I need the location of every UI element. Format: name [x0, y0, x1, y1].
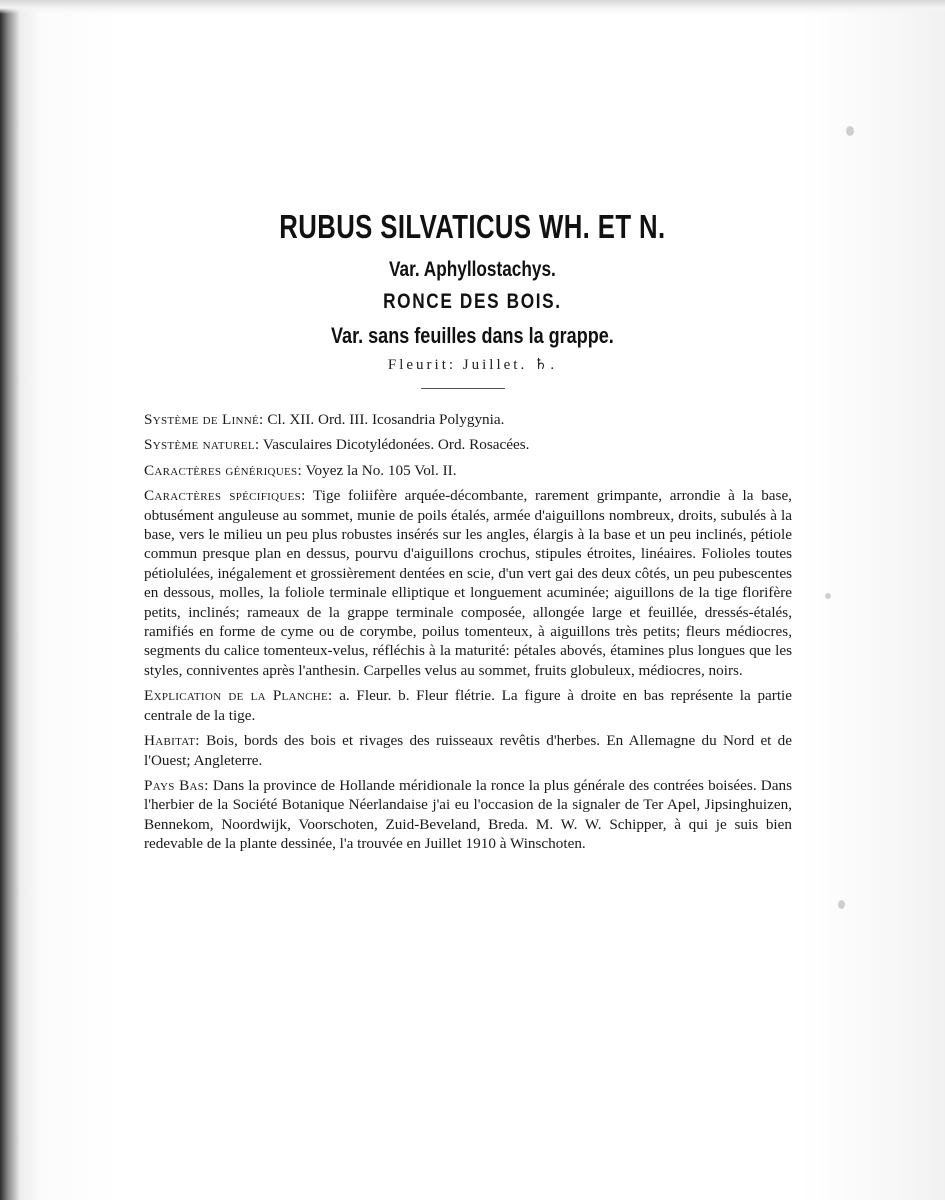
section-specifiques: [144, 486, 792, 680]
section-text: Vasculaires Dicotylédonées. Ord. Rosacées.: [262, 436, 530, 454]
section-label: Caractères spécifiques:: [144, 487, 306, 505]
section-pays-bas: [144, 776, 792, 854]
section-label: Caractères génériques:: [144, 461, 302, 479]
section-planche: [144, 686, 792, 725]
section-label: Explication de la Planche:: [144, 687, 333, 705]
paper-speck: [825, 593, 831, 599]
section-text: Dans la province de Hollande méridionale la ronce la plus générale des contrées boisées. Dans l'herbier de la Société Botanique Néerlandaise j'ai eu l'occasion de la signaler de Ter Apel, Jipsinghuizen, Bennekom, Noordwijk, Voorschoten, Zuid-Beveland, Breda. M. W. W. Schipper, à qui je suis bien redevable de la plante dessinée, l'a trouvée en Juillet 1910 à Winschoten.: [144, 776, 792, 853]
paper-speck: [838, 900, 845, 909]
section-text: Cl. XII. Ord. III. Icosandria Polygynia.: [267, 411, 505, 428]
section-label: Habitat:: [144, 732, 200, 750]
scan-edge-shadow: [0, 0, 945, 14]
section-text: a. Fleur. b. Fleur flétrie. La figure à droite en bas représente la partie centrale de la tige.: [144, 687, 793, 724]
section-text: Voyez la No. 105 Vol. II.: [305, 461, 457, 479]
variety-latin: Var. Aphyllostachys.: [388, 258, 556, 281]
variety-french: Var. sans feuilles dans la grappe.: [331, 323, 614, 348]
french-name: RONCE DES BOIS.: [383, 290, 562, 313]
section-text: Tige foliifère arquée-décombante, rarement grimpante, arrondie à la base, obtusément anguleuse au sommet, munie de poils étalés, armée d'aiguillons nombreux, droits, subulés à la base, vers le milieu un peu plus robustes insérés sur les angles, élargis à la base et un peu inclinés, pétiole commun presque plan en dessus, pourvu d'aiguillons crochus, stipules étroites, linéaires. Folioles toutes pétiolulées, inégalement et grossièrement dentées en scie, d'un vert gai des deux côtés, un peu pubescentes en dessous, molles, la foliole terminale elliptique et longuement acuminée; aiguillons de la tige florifère petits, inclinés; rameaux de la grappe terminale composée, allongée large et feuillée, dressés-étalés, ramifiés en forme de cyme ou de corymbe, poilus tomenteux, à aiguillons très petits; fleurs médiocres, segments du calice tomenteux-velus, réfléchis à la maturité: pétales abovés, étamines plus longues que les styles, conniventes après l'anthesin. Carpelles velus au sommet, fruits globuleux, médiocres, noirs.: [144, 487, 792, 679]
description-body: [144, 410, 792, 860]
section-generiques: [144, 461, 792, 480]
section-label: Pays Bas:: [144, 776, 209, 794]
flowering-period: Fleurit: Juillet. ♄.: [387, 357, 558, 373]
section-habitat: [144, 731, 792, 770]
title-divider: [421, 388, 505, 389]
section-text: Bois, bords des bois et rivages des ruisseaux revêtis d'herbes. En Allemagne du Nord et de l'Ouest; Angleterre.: [144, 732, 792, 769]
section-label: Système de Linné:: [144, 411, 264, 428]
paper-speck: [846, 126, 854, 136]
section-linne: [144, 410, 792, 429]
section-naturel: [144, 435, 792, 454]
page-title: RUBUS SILVATICUS WH. ET N.: [279, 208, 666, 245]
section-label: Système naturel:: [144, 436, 260, 454]
